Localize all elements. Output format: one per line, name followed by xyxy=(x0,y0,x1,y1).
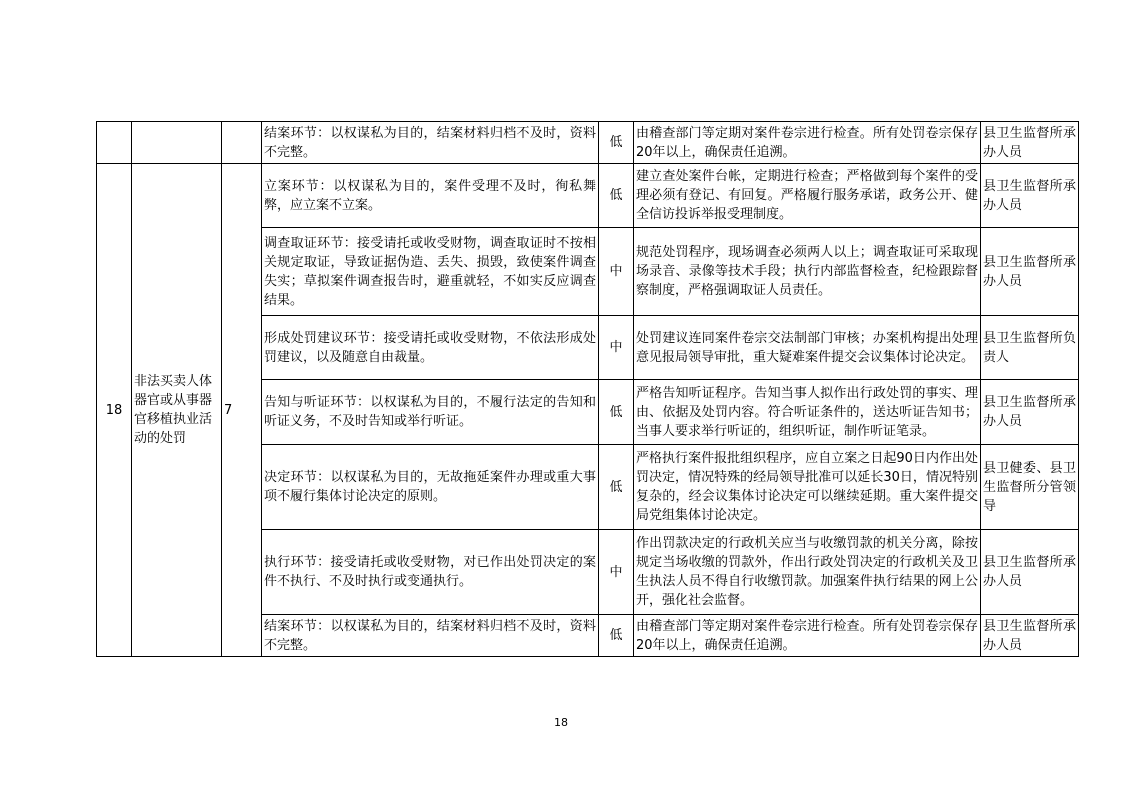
control-measure-cell: 处罚建议连同案件卷宗交法制部门审核；办案机构提出处理意见报局领导审批，重大疑难案件提交会议集体讨论决定。 xyxy=(634,316,981,380)
responsible-cell: 县卫健委、县卫生监督所分管领导 xyxy=(981,445,1079,530)
item-name-cell xyxy=(132,122,222,164)
risk-link-cell: 告知与听证环节：以权谋私为目的，不履行法定的告知和听证义务，不及时告知或举行听证。 xyxy=(262,380,599,445)
control-measure-cell: 建立查处案件台帐，定期进行检查；严格做到每个案件的受理必须有登记、有回复。严格履行服务承诺，政务公开、健全信访投诉举报受理制度。 xyxy=(634,164,981,228)
responsible-cell: 县卫生监督所承办人员 xyxy=(981,228,1079,316)
control-measure-cell: 严格执行案件报批组织程序，应自立案之日起90日内作出处罚决定，情况特殊的经局领导批准可以延长30日，情况特别复杂的，经会议集体讨论决定可以继续延期。重大案件提交局党组集体讨论决定。 xyxy=(634,445,981,530)
risk-link-cell: 执行环节：接受请托或收受财物，对已作出处罚决定的案件不执行、不及时执行或变通执行。 xyxy=(262,530,599,615)
item-name: 非法买卖人体器官或从事器官移植执业活动的处罚 xyxy=(132,164,222,657)
risk-level-cell: 中 xyxy=(599,316,634,380)
table-row xyxy=(97,122,1079,164)
risk-level-cell: 低 xyxy=(599,615,634,657)
item-count-cell xyxy=(222,122,262,164)
item-number-cell xyxy=(97,122,132,164)
item-number: 18 xyxy=(97,164,132,657)
page-number: 18 xyxy=(554,716,568,729)
risk-level-cell: 低 xyxy=(599,445,634,530)
control-measure-cell: 由稽查部门等定期对案件卷宗进行检查。所有处罚卷宗保存20年以上，确保责任追溯。 xyxy=(634,122,981,164)
responsible-cell: 县卫生监督所承办人员 xyxy=(981,615,1079,657)
risk-level-cell: 中 xyxy=(599,228,634,316)
risk-link-cell: 结案环节：以权谋私为目的，结案材料归档不及时，资料不完整。 xyxy=(262,122,599,164)
risk-level-cell: 中 xyxy=(599,530,634,615)
risk-link-cell: 调查取证环节：接受请托或收受财物，调查取证时不按相关规定取证，导致证据伪造、丢失、损毁，致使案件调查失实；草拟案件调查报告时，避重就轻，不如实反应调查结果。 xyxy=(262,228,599,316)
risk-level-cell: 低 xyxy=(599,380,634,445)
control-measure-cell: 规范处罚程序，现场调查必须两人以上；调查取证可采取现场录音、录像等技术手段；执行内部监督检查，纪检跟踪督察制度，严格强调取证人员责任。 xyxy=(634,228,981,316)
item-count: 7 xyxy=(222,164,262,657)
responsible-cell: 县卫生监督所承办人员 xyxy=(981,530,1079,615)
risk-control-table xyxy=(96,121,1079,657)
risk-link-cell: 决定环节：以权谋私为目的，无故拖延案件办理或重大事项不履行集体讨论决定的原则。 xyxy=(262,445,599,530)
responsible-cell: 县卫生监督所承办人员 xyxy=(981,164,1079,228)
responsible-cell: 县卫生监督所负责人 xyxy=(981,316,1079,380)
control-measure-cell: 作出罚款决定的行政机关应当与收缴罚款的机关分离，除按规定当场收缴的罚款外，作出行政处罚决定的行政机关及卫生执法人员不得自行收缴罚款。加强案件执行结果的网上公开，强化社会监督。 xyxy=(634,530,981,615)
control-measure-cell: 严格告知听证程序。告知当事人拟作出行政处罚的事实、理由、依据及处罚内容。符合听证条件的，送达听证告知书；当事人要求举行听证的，组织听证，制作听证笔录。 xyxy=(634,380,981,445)
responsible-cell: 县卫生监督所承办人员 xyxy=(981,380,1079,445)
responsible-cell: 县卫生监督所承办人员 xyxy=(981,122,1079,164)
risk-link-cell: 结案环节：以权谋私为目的，结案材料归档不及时，资料不完整。 xyxy=(262,615,599,657)
control-measure-cell: 由稽查部门等定期对案件卷宗进行检查。所有处罚卷宗保存20年以上，确保责任追溯。 xyxy=(634,615,981,657)
risk-link-cell: 立案环节：以权谋私为目的，案件受理不及时，徇私舞弊，应立案不立案。 xyxy=(262,164,599,228)
risk-link-cell: 形成处罚建议环节：接受请托或收受财物，不依法形成处罚建议，以及随意自由裁量。 xyxy=(262,316,599,380)
risk-level-cell: 低 xyxy=(599,122,634,164)
table-row xyxy=(97,164,1079,228)
risk-level-cell: 低 xyxy=(599,164,634,228)
